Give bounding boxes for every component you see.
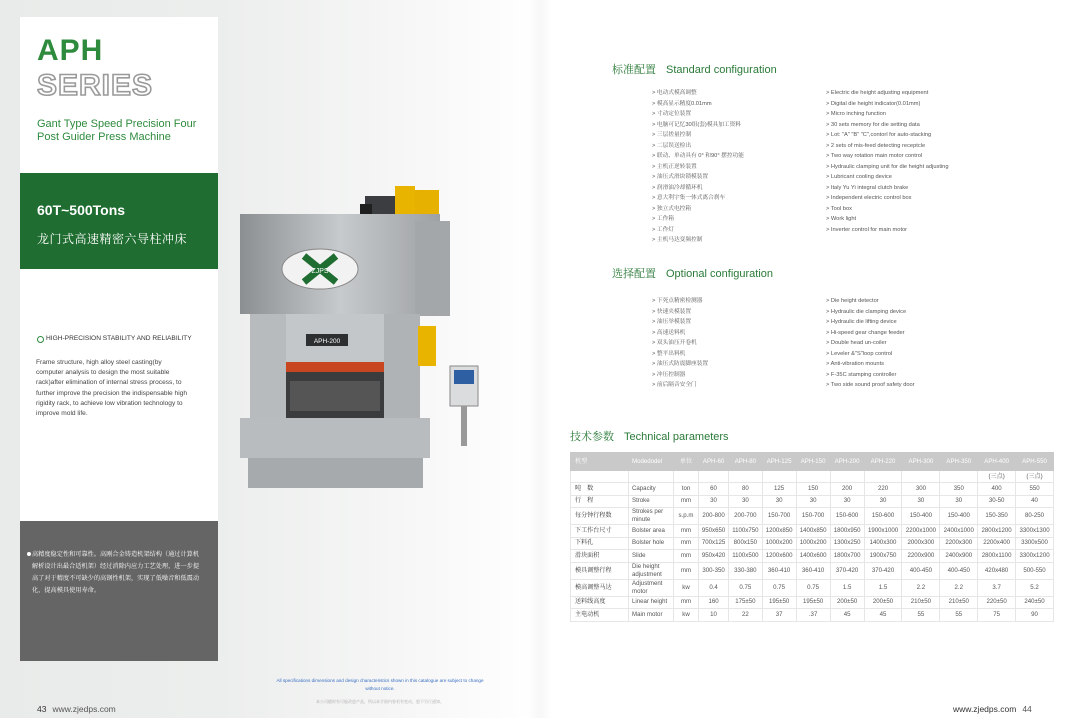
optional-config-item: > Double head un-coiler <box>826 340 887 346</box>
table-cell: APH-125 <box>762 453 796 471</box>
table-cell: 1400x850 <box>796 525 830 538</box>
table-cell <box>629 471 674 483</box>
table-cell: 30 <box>762 495 796 508</box>
table-row <box>571 596 1054 609</box>
table-cell: 30 <box>830 495 864 508</box>
page-number: 44 <box>1022 704 1032 714</box>
table-cell: 360-410 <box>762 562 796 579</box>
table-cell: APH-150 <box>796 453 830 471</box>
table-cell: 2400x1000 <box>940 525 978 538</box>
optional-config-list-en <box>826 296 915 391</box>
table-cell: 125 <box>762 483 796 496</box>
table-cell: 80-250 <box>1016 508 1054 525</box>
optional-config-item: > 高速送料机 <box>652 329 686 336</box>
technical-params-title-en: Technical parameters <box>624 431 729 443</box>
standard-config-item: > 30 sets memory for die setting data <box>826 121 920 128</box>
table-cell: 150 <box>796 483 830 496</box>
table-cell: 75 <box>978 609 1016 622</box>
standard-config-item: > Electric die height adjusting equipment <box>826 90 929 96</box>
table-cell: .37 <box>796 609 830 622</box>
table-cell: APH-350 <box>940 453 978 471</box>
optional-config-item: > Die height detector <box>826 298 879 304</box>
table-cell: 2200x400 <box>978 537 1016 550</box>
optional-config-item: > 快速夹模装置 <box>652 308 692 315</box>
table-cell <box>729 471 762 483</box>
right-page-footer <box>953 704 1032 714</box>
table-cell: 175±50 <box>729 596 762 609</box>
table-cell: (三点) <box>978 471 1016 483</box>
table-cell: 1200x850 <box>762 525 796 538</box>
table-cell: 2.2 <box>902 579 940 596</box>
optional-config-item: > F-35C stamping controller <box>826 371 897 378</box>
optional-config-item: > Two side sound proof safety door <box>826 382 915 388</box>
table-cell: 送料线高度 <box>571 596 629 609</box>
table-cell: 3300x1300 <box>1016 525 1054 538</box>
table-cell: 950x420 <box>699 550 729 563</box>
table-cell: 150-700 <box>762 508 796 525</box>
optional-config-item: > 双头油压开卷机 <box>652 340 697 346</box>
standard-config-item: > 独立式电控箱 <box>652 205 692 212</box>
table-cell: 22 <box>729 609 762 622</box>
table-cell <box>571 471 629 483</box>
table-cell: 420x480 <box>978 562 1016 579</box>
table-cell <box>902 471 940 483</box>
optional-config-list-cn <box>652 296 708 391</box>
table-cell: 1200x600 <box>762 550 796 563</box>
standard-config-title-en: Standard configuration <box>666 64 777 76</box>
table-cell: mm <box>674 550 699 563</box>
table-cell: 3.7 <box>978 579 1016 596</box>
table-cell: 吨 数 <box>571 483 629 496</box>
table-cell: 0.75 <box>762 579 796 596</box>
optional-config-item: > Leveler &"S"loop control <box>826 350 893 357</box>
table-cell: 210±50 <box>902 596 940 609</box>
table-cell: s.p.m <box>674 508 699 525</box>
standard-config-item: > 模高显示精度0.01mm <box>652 100 712 107</box>
standard-config-item: > 润滑油冷却循环机 <box>652 184 703 191</box>
optional-config-title-cn: 选择配置 <box>612 268 656 280</box>
table-cell: Stroke <box>629 495 674 508</box>
table-cell: Linear height <box>629 596 674 609</box>
standard-config-item: > 电脑可记忆30组(套)模具加工资料 <box>652 121 741 128</box>
standard-config-item: > Inverter control for main motor <box>826 226 908 233</box>
standard-config-item: > 工作箱 <box>652 216 674 222</box>
machine-model-badge: APH-200 <box>313 338 341 345</box>
standard-config-item: > Hydraulic clamping unit for die height adjusting <box>826 163 949 170</box>
table-cell: 400 <box>978 483 1016 496</box>
standard-config-item: > 主机马达变频控制 <box>652 237 703 243</box>
table-cell: APH-200 <box>830 453 864 471</box>
table-cell: 1400x300 <box>864 537 902 550</box>
brand-title: APH <box>37 34 104 67</box>
table-cell: 10 <box>699 609 729 622</box>
table-cell: 370-420 <box>864 562 902 579</box>
table-cell: 80 <box>729 483 762 496</box>
website-link[interactable]: www.zjedps.com <box>52 704 116 714</box>
table-cell: 2000x300 <box>902 537 940 550</box>
table-cell: 400-450 <box>940 562 978 579</box>
table-cell: 350 <box>940 483 978 496</box>
table-cell <box>864 471 902 483</box>
feature-description: Frame structure, high alloy steel casting(by computer analysis to design the most suitable rack)after elimination of internal stress process, to further improve the precision the indispensable high rigidity rack, to achieve low vibration technology to improve mold life. <box>36 359 188 418</box>
table-cell: Die height adjustment <box>629 562 674 579</box>
table-cell: 950x650 <box>699 525 729 538</box>
table-cell: 每分钟行程数 <box>571 508 629 525</box>
table-cell: 220±50 <box>978 596 1016 609</box>
standard-config-item: > 三层搓量控制 <box>652 132 692 138</box>
table-cell: 240±50 <box>1016 596 1054 609</box>
standard-config-item: > 主机正逆转装置 <box>652 163 697 170</box>
table-cell: APH-80 <box>729 453 762 471</box>
table-cell: 3300x1200 <box>1016 550 1054 563</box>
optional-config-item: > Hydraulic die clamping device <box>826 308 907 315</box>
table-cell: mm <box>674 537 699 550</box>
table-cell: 1800x950 <box>830 525 864 538</box>
table-cell: 1800x700 <box>830 550 864 563</box>
table-cell: 700x125 <box>699 537 729 550</box>
page-fold <box>528 0 552 718</box>
table-cell: 1.5 <box>864 579 902 596</box>
table-cell: Capacity <box>629 483 674 496</box>
table-cell: 195±50 <box>796 596 830 609</box>
table-cell: 150-400 <box>940 508 978 525</box>
brand-series: SERIES <box>37 69 154 102</box>
standard-config-item: > 2 sets of mis-feed detecting receptcle <box>826 142 926 149</box>
standard-config-item: > Work light <box>826 216 857 222</box>
table-row <box>571 550 1054 563</box>
table-cell: 2200x900 <box>902 550 940 563</box>
table-cell: 2.2 <box>940 579 978 596</box>
table-cell: 150-600 <box>864 508 902 525</box>
optional-config-item: > 油压举模装置 <box>652 319 692 325</box>
table-cell: mm <box>674 525 699 538</box>
table-cell: 90 <box>1016 609 1054 622</box>
optional-config-item: > 冲压控制器 <box>652 371 686 378</box>
table-cell: 0.75 <box>729 579 762 596</box>
table-cell: 200-700 <box>729 508 762 525</box>
table-cell: 330-380 <box>729 562 762 579</box>
table-cell: 150-600 <box>830 508 864 525</box>
table-cell: 30-50 <box>978 495 1016 508</box>
table-cell: 1900x750 <box>864 550 902 563</box>
table-cell: Slide <box>629 550 674 563</box>
table-row <box>571 483 1054 496</box>
optional-config-item: > Hi-speed gear change feeder <box>826 329 905 336</box>
optional-config-item: > 前后隔音安全门 <box>652 382 697 388</box>
standard-config-item: > 工作灯 <box>652 226 674 233</box>
table-row <box>571 562 1054 579</box>
table-cell: 150-700 <box>796 508 830 525</box>
page-number: 43 <box>37 704 47 714</box>
table-row <box>571 495 1054 508</box>
table-cell: 模高调整马达 <box>571 579 629 596</box>
table-cell: APH-550 <box>1016 453 1054 471</box>
table-cell: 模具调整行程 <box>571 562 629 579</box>
table-cell: 1100x500 <box>729 550 762 563</box>
technical-params-title <box>570 428 729 444</box>
table-cell <box>796 471 830 483</box>
standard-config-item: > 意大利宇集一体式离合刹车 <box>652 195 726 201</box>
table-cell: 370-420 <box>830 562 864 579</box>
table-cell: 2200x1000 <box>902 525 940 538</box>
optional-config-item: > Anti-vibration mounts <box>826 361 885 367</box>
table-cell: 200±50 <box>864 596 902 609</box>
table-cell <box>674 471 699 483</box>
optional-config-item: > Hydraulic die lifting device <box>826 319 897 325</box>
feature-heading: HIGH-PRECISION STABILITY AND RELIABILITY <box>46 335 192 342</box>
standard-config-item: > Two way rotation main motor control <box>826 153 923 159</box>
table-cell: 30 <box>940 495 978 508</box>
table-cell: 30 <box>864 495 902 508</box>
table-cell: Main motor <box>629 609 674 622</box>
table-cell: 60 <box>699 483 729 496</box>
table-cell: 220 <box>864 483 902 496</box>
product-subtitle: Gant Type Speed Precision Four Post Guider Press Machine <box>37 118 197 143</box>
table-cell: 2800x1200 <box>978 525 1016 538</box>
table-cell: 55 <box>940 609 978 622</box>
optional-config-item: > 下死点精密检测器 <box>652 298 703 304</box>
table-cell: 30 <box>796 495 830 508</box>
standard-config-item: > 联动、单动具有 0° 和90° 摆控功能 <box>652 153 744 159</box>
standard-config-title-cn: 标准配置 <box>612 64 656 76</box>
table-cell: kw <box>674 579 699 596</box>
standard-config-item: > Micro inching function <box>826 111 886 117</box>
table-cell: 2400x900 <box>940 550 978 563</box>
table-cell: 37 <box>762 609 796 622</box>
catalogue-footnote-cn: 本公司随时有可能改进产品，所以本手册内容若有变动，恕不另行通知。 <box>316 699 444 704</box>
table-cell: 0.4 <box>699 579 729 596</box>
bullet-icon <box>27 552 31 556</box>
tonnage-banner <box>20 173 218 269</box>
table-row <box>571 609 1054 622</box>
website-link[interactable]: www.zjedps.com <box>953 704 1017 714</box>
table-cell: 下工作台尺寸 <box>571 525 629 538</box>
table-cell: 500-550 <box>1016 562 1054 579</box>
table-cell: 30 <box>699 495 729 508</box>
table-cell <box>830 471 864 483</box>
standard-config-item: > Tool box <box>826 205 852 212</box>
table-cell: kw <box>674 609 699 622</box>
table-cell: 1900x1000 <box>864 525 902 538</box>
table-cell: 550 <box>1016 483 1054 496</box>
table-cell: 1300x250 <box>830 537 864 550</box>
table-cell: Bolster area <box>629 525 674 538</box>
table-row <box>571 508 1054 525</box>
table-cell: APH-220 <box>864 453 902 471</box>
table-cell: 45 <box>830 609 864 622</box>
table-cell: 1100x750 <box>729 525 762 538</box>
chinese-feature-description: 高精度稳定性和可靠性。高刚合金铸造机架结构（通过计算机解析设计出最合适机架）经过消除内应力工艺处理，进一步提高了对于精度不可缺少的高钢性机架，实现了低噪音和低震动化，提高模具使用寿命。 <box>32 551 200 594</box>
table-cell: 30 <box>902 495 940 508</box>
table-cell: 1400x600 <box>796 550 830 563</box>
table-cell: 300-350 <box>699 562 729 579</box>
optional-config-item: > 整平出料机 <box>652 350 686 357</box>
table-row <box>571 537 1054 550</box>
table-cell: 200-800 <box>699 508 729 525</box>
table-cell: 210±50 <box>940 596 978 609</box>
table-cell: 3300x500 <box>1016 537 1054 550</box>
table-cell <box>762 471 796 483</box>
table-cell: 0.75 <box>796 579 830 596</box>
table-cell: 200 <box>830 483 864 496</box>
table-cell: 150-400 <box>902 508 940 525</box>
press-machine-illustration <box>220 176 480 496</box>
table-cell: 1000x200 <box>762 537 796 550</box>
optional-config-item: > 油压式防震脚座装置 <box>652 361 709 367</box>
table-cell: APH-60 <box>699 453 729 471</box>
table-cell: APH-400 <box>978 453 1016 471</box>
standard-config-list-en <box>826 88 949 235</box>
table-cell: mm <box>674 596 699 609</box>
table-cell: 400-450 <box>902 562 940 579</box>
table-cell: 2800x1100 <box>978 550 1016 563</box>
table-cell: 5.2 <box>1016 579 1054 596</box>
table-cell: Bolster hole <box>629 537 674 550</box>
table-cell: 1.5 <box>830 579 864 596</box>
table-cell: 195±50 <box>762 596 796 609</box>
standard-config-item: > Independent electric control box <box>826 195 912 201</box>
table-cell: Strokes per minute <box>629 508 674 525</box>
table-cell: 1000x200 <box>796 537 830 550</box>
table-cell: 滑块面积 <box>571 550 629 563</box>
table-cell: 55 <box>902 609 940 622</box>
table-cell: ton <box>674 483 699 496</box>
table-cell: 300 <box>902 483 940 496</box>
standard-config-list-cn <box>652 88 744 246</box>
technical-parameters-table <box>570 452 1054 622</box>
table-row <box>571 579 1054 596</box>
table-cell: Modedodel <box>629 453 674 471</box>
table-cell <box>940 471 978 483</box>
machine-logo-text: ZJPS <box>311 268 329 275</box>
table-cell: mm <box>674 495 699 508</box>
standard-config-item: > 电动式模高调整 <box>652 90 697 96</box>
standard-config-item: > 二层误送检出 <box>652 142 692 149</box>
optional-config-title-en: Optional configuration <box>666 268 774 280</box>
table-cell: 下料孔 <box>571 537 629 550</box>
technical-params-title-cn: 技术参数 <box>570 431 614 443</box>
table-cell: 机型 <box>571 453 629 471</box>
standard-config-item: > Lubricant cooling device <box>826 174 892 180</box>
table-cell: 360-410 <box>796 562 830 579</box>
table-cell <box>699 471 729 483</box>
table-cell: 45 <box>864 609 902 622</box>
standard-config-item: > 寸动定位装置 <box>652 111 692 117</box>
standard-config-item: > 油压式滑块锁模装置 <box>652 174 709 180</box>
table-cell: 200±50 <box>830 596 864 609</box>
table-cell: 单位 <box>674 453 699 471</box>
table-cell: 2200x300 <box>940 537 978 550</box>
left-page-footer <box>37 704 116 714</box>
table-cell: (三点) <box>1016 471 1054 483</box>
table-row <box>571 525 1054 538</box>
tonnage-range: 60T~500Tons <box>37 202 126 218</box>
table-cell: Adjustment motor <box>629 579 674 596</box>
chinese-product-title: 龙门式高速精密六导柱冲床 <box>37 232 188 246</box>
standard-config-item: > Lot: "A" "B" "C",contorl for auto-stacking <box>826 132 932 138</box>
table-cell: 800x150 <box>729 537 762 550</box>
catalogue-footnote: All specifications dimensions and design characteristics shown in this catalogue are subject to change without notice. <box>276 678 484 691</box>
table-cell: 主电动机 <box>571 609 629 622</box>
standard-config-title <box>612 61 777 77</box>
standard-config-item: > Italy Yu Yi integral clutch brake <box>826 184 909 191</box>
table-cell: 行 程 <box>571 495 629 508</box>
table-cell: mm <box>674 562 699 579</box>
table-subheader-row <box>571 471 1054 483</box>
table-cell: APH-300 <box>902 453 940 471</box>
optional-config-title <box>612 265 773 281</box>
table-cell: 30 <box>729 495 762 508</box>
table-header-row <box>571 453 1054 471</box>
table-cell: 40 <box>1016 495 1054 508</box>
table-cell: 150-350 <box>978 508 1016 525</box>
standard-config-item: > Digital die height indicator(0.01mm) <box>826 100 921 107</box>
table-cell: 160 <box>699 596 729 609</box>
